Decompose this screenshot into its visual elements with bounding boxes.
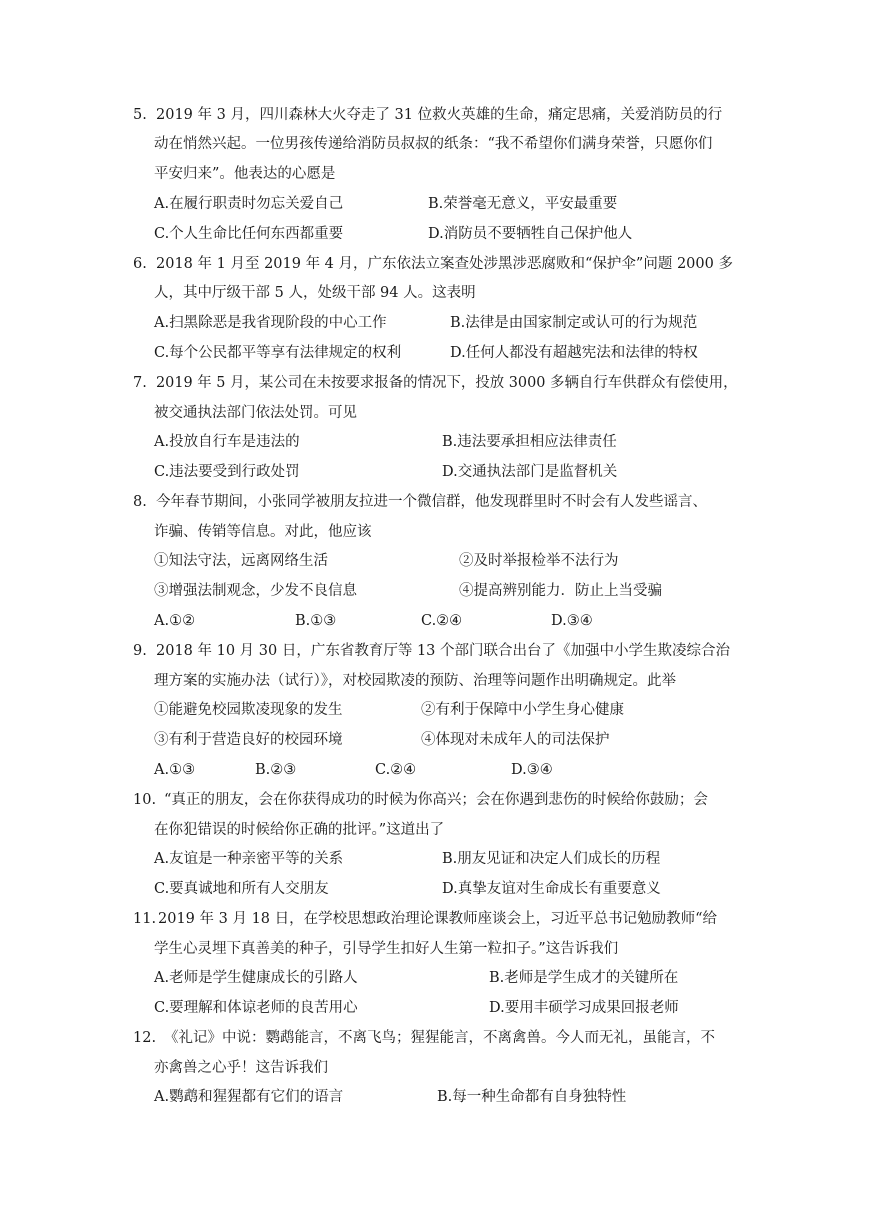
question-12-text-line-1: 《礼记》中说：鹦鹉能言，不离飞鸟；猩猩能言，不离禽兽。今人而无礼，虽能言，不	[164, 1030, 715, 1046]
question-7-text-line-2: 被交通执法部门依法处罚。可见	[154, 405, 357, 421]
question-6-option-a: A.扫黑除恶是我省现阶段的中心工作	[154, 315, 387, 331]
question-9-statement-2: ②有利于保障中小学生身心健康	[421, 702, 624, 718]
question-7-option-a: A.投放自行车是违法的	[154, 434, 300, 450]
question-7-text-line-1: 2019 年 5 月，某公司在未按要求报备的情况下，投放 3000 多辆自行车供群众有偿使用，	[156, 375, 738, 391]
question-8-statement-4: ④提高辨别能力．防止上当受骗	[459, 583, 662, 599]
question-10-text-line-1: “真正的朋友，会在你获得成功的时候为你高兴；会在你遇到悲伤的时候给你鼓励；会	[164, 792, 708, 808]
question-5-option-a: A.在履行职责时勿忘关爱自己	[154, 196, 344, 212]
question-8-text-line-1: 今年春节期间，小张同学被朋友拉进一个微信群，他发现群里时不时会有人发些谣言、	[156, 494, 707, 510]
question-6-option-d: D.任何人都没有超越宪法和法律的特权	[450, 345, 698, 361]
question-9-statement-4: ④体现对未成年人的司法保护	[421, 732, 610, 748]
question-10-option-d: D.真挚友谊对生命成长有重要意义	[442, 881, 661, 897]
question-11-option-a: A.老师是学生健康成长的引路人	[154, 970, 358, 986]
question-9-option-c: C.②④	[375, 762, 417, 778]
question-6-text-line-2: 人，其中厅级干部 5 人，处级干部 94 人。这表明	[154, 285, 476, 301]
question-6-option-b: B.法律是由国家制定或认可的行为规范	[450, 315, 698, 331]
question-11-option-b: B.老师是学生成才的关键所在	[489, 970, 679, 986]
question-9-statement-3: ③有利于营造良好的校园环境	[154, 732, 343, 748]
question-5-option-d: D.消防员不要牺牲自己保护他人	[428, 226, 633, 242]
question-9-text-line-1: 2018 年 10 月 30 日，广东省教育厅等 13 个部门联合出台了《加强中小学生欺凌综合治	[156, 643, 731, 659]
question-10-number: 10.	[133, 792, 157, 808]
question-12-number: 12.	[133, 1030, 157, 1046]
question-10-option-c: C.要真诚地和所有人交朋友	[154, 881, 329, 897]
question-12-option-a: A.鹦鹉和猩猩都有它们的语言	[154, 1089, 344, 1105]
question-9-text-line-2: 理方案的实施办法（试行）》，对校园欺凌的预防、治理等问题作出明确规定。此举	[154, 673, 676, 689]
question-9-option-d: D.③④	[511, 762, 553, 778]
question-11-option-d: D.要用丰硕学习成果回报老师	[489, 1000, 679, 1016]
question-7-number: 7.	[133, 375, 147, 391]
question-6-text-line-1: 2018 年 1 月至 2019 年 4 月，广东依法立案查处涉黑涉恶腐败和“保护伞”问题 2000 多	[156, 256, 733, 272]
question-8-statement-2: ②及时举报检举不法行为	[459, 553, 619, 569]
question-8-option-c: C.②④	[421, 613, 463, 629]
question-7-option-c: C.违法要受到行政处罚	[154, 464, 300, 480]
question-7-option-b: B.违法要承担相应法律责任	[442, 434, 617, 450]
question-5-text-line-2: 动在悄然兴起。一位男孩传递给消防员叔叔的纸条：“我不希望你们满身荣誉，只愿你们	[154, 136, 713, 152]
question-9-option-a: A.①③	[154, 762, 196, 778]
question-10-option-b: B.朋友见证和决定人们成长的历程	[442, 851, 661, 867]
question-9-number: 9.	[133, 643, 147, 659]
question-6-number: 6.	[133, 256, 147, 272]
question-12-option-b: B.每一种生命都有自身独特性	[437, 1089, 627, 1105]
question-6-option-c: C.每个公民都平等享有法律规定的权利	[154, 345, 402, 361]
question-8-statement-1: ①知法守法，远离网络生活	[154, 553, 328, 569]
question-8-statement-3: ③增强法制观念，少发不良信息	[154, 583, 357, 599]
question-5-number: 5.	[133, 107, 147, 123]
question-5-text-line-1: 2019 年 3 月，四川森林大火夺走了 31 位救火英雄的生命，痛定思痛，关爱消防员的行	[156, 107, 723, 123]
question-8-text-line-2: 诈骗、传销等信息。对此，他应该	[154, 524, 372, 540]
question-5-text-line-3: 平安归来”。他表达的心愿是	[154, 166, 336, 182]
question-8-option-d: D.③④	[551, 613, 593, 629]
question-11-option-c: C.要理解和体谅老师的良苦用心	[154, 1000, 358, 1016]
question-8-option-b: B.①③	[295, 613, 337, 629]
question-5-option-c: C.个人生命比任何东西都重要	[154, 226, 344, 242]
question-8-option-a: A.①②	[154, 613, 196, 629]
question-10-text-line-2: 在你犯错误的时候给你正确的批评。”这道出了	[154, 822, 445, 838]
question-11-number: 11.	[133, 911, 157, 927]
question-8-number: 8.	[133, 494, 147, 510]
question-11-text-line-1: 2019 年 3 月 18 日，在学校思想政治理论课教师座谈会上，习近平总书记勉励教师“给	[158, 911, 718, 927]
question-9-statement-1: ①能避免校园欺凌现象的发生	[154, 702, 343, 718]
question-11-text-line-2: 学生心灵埋下真善美的种子，引导学生扣好人生第一粒扣子。”这告诉我们	[154, 941, 619, 957]
question-12-text-line-2: 亦禽兽之心乎！这告诉我们	[154, 1060, 328, 1076]
question-7-option-d: D.交通执法部门是监督机关	[442, 464, 618, 480]
question-9-option-b: B.②③	[255, 762, 297, 778]
question-5-option-b: B.荣誉毫无意义，平安最重要	[428, 196, 618, 212]
question-10-option-a: A.友谊是一种亲密平等的关系	[154, 851, 344, 867]
